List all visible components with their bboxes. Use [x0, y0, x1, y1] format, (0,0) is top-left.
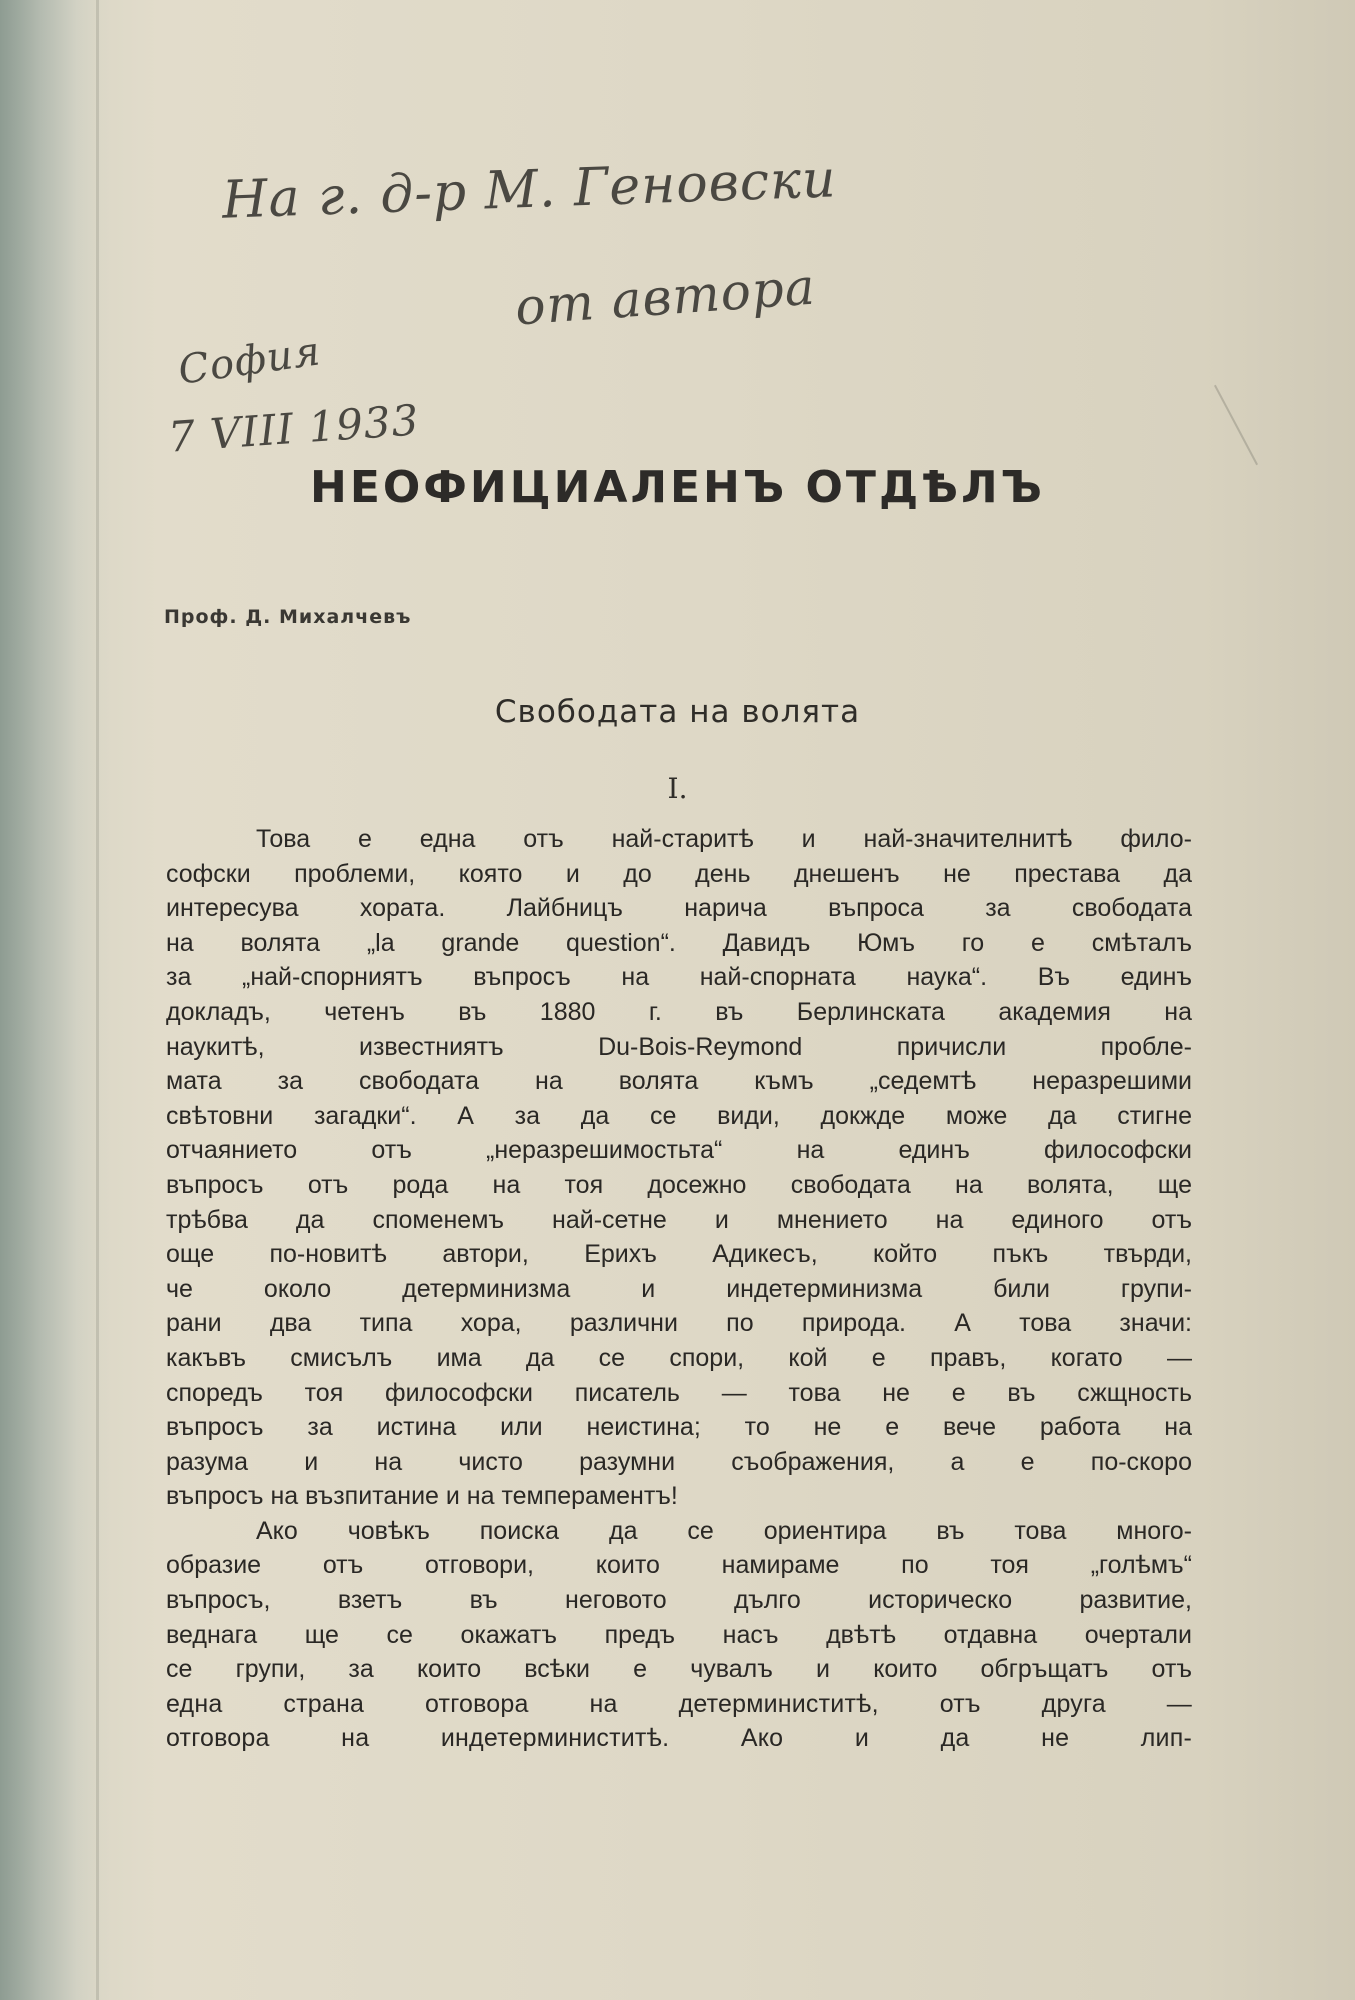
body-line: образие отъ отговори, които намираме по тоя „голѣмъ“	[166, 1551, 1192, 1580]
body-line: че около детерминизма и индетерминизма били групи-	[166, 1274, 1192, 1303]
body-line: свѣтовни загадки“. А за да се види, докжде може да стигне	[166, 1101, 1192, 1130]
handwritten-dedication-line2: от автора	[513, 257, 818, 337]
body-line: рани два типа хора, различни по природа. А това значи:	[166, 1309, 1192, 1338]
handwritten-dedication-line1: На г. д-р М. Геновски	[221, 149, 838, 231]
section-heading: НЕОФИЦИАЛЕНЪ ОТДѢЛЪ	[310, 462, 1045, 513]
body-line: въпросъ, взетъ въ неговото дълго историческо развитие,	[166, 1586, 1192, 1615]
body-line: веднага ще се окажатъ предъ насъ двѣтѣ отдавна очертали	[166, 1620, 1192, 1649]
body-line: Ако човѣкъ поиска да се ориентира въ това много-	[256, 1516, 1192, 1545]
body-line: споредъ тоя философски писатель — това не е въ сжщность	[166, 1378, 1192, 1407]
body-line: една страна отговора на детерминиститѣ, отъ друга —	[166, 1689, 1192, 1718]
chapter-number: I.	[667, 772, 688, 805]
body-line: мата за свободата на волята къмъ „седемтѣ неразрешими	[166, 1067, 1192, 1096]
handwritten-place: София	[175, 328, 324, 394]
body-line: на волята „la grande question“. Давидъ Юмъ го е смѣталъ	[166, 928, 1192, 957]
author-name: Проф. Д. Михалчевъ	[164, 606, 412, 628]
body-line: въпросъ за истина или неистина; то не е вече работа на	[166, 1413, 1192, 1442]
body-line: софски проблеми, която и до день днешенъ не престава да	[166, 859, 1192, 888]
body-line: въпросъ на възпитание и на темпераментъ!	[166, 1482, 678, 1511]
body-line: какъвъ смисълъ има да се спори, кой е правъ, когато —	[166, 1343, 1192, 1372]
article-title: Свободата на волята	[494, 694, 861, 730]
page-left-edge	[0, 0, 110, 2000]
body-line: докладъ, четенъ въ 1880 г. въ Берлинската академия на	[166, 997, 1192, 1026]
body-line: отчаянието отъ „неразрешимостьта“ на единъ философски	[166, 1136, 1192, 1165]
body-line: въпросъ отъ рода на тоя досежно свободата на волята, ще	[166, 1170, 1192, 1199]
body-line: Това е една отъ най-старитѣ и най-значителнитѣ фило-	[256, 825, 1192, 853]
article-body	[166, 822, 1192, 1756]
body-line: за „най-спорниятъ въпросъ на най-спорната наука“. Въ единъ	[166, 963, 1192, 992]
handwritten-date: 7 VIII 1933	[166, 395, 421, 462]
body-line: отговора на индетерминиститѣ. Ако и да не лип-	[166, 1724, 1192, 1753]
body-line: се групи, за които всѣки е чувалъ и които обгръщатъ отъ	[166, 1655, 1192, 1684]
body-line: разума и на чисто разумни съображения, а е по-скоро	[166, 1447, 1192, 1476]
body-line: интересува хората. Лайбницъ нарича въпроса за свободата	[166, 894, 1192, 923]
body-line: трѣбва да споменемъ най-сетне и мнението на единого отъ	[166, 1205, 1192, 1234]
body-line: наукитѣ, известниятъ Du-Bois-Reymond причисли пробле-	[166, 1032, 1192, 1061]
page-fold	[96, 0, 99, 2000]
body-line: още по-новитѣ автори, Ерихъ Адикесъ, който пъкъ твърди,	[166, 1240, 1192, 1269]
paper-crease	[1214, 385, 1258, 465]
